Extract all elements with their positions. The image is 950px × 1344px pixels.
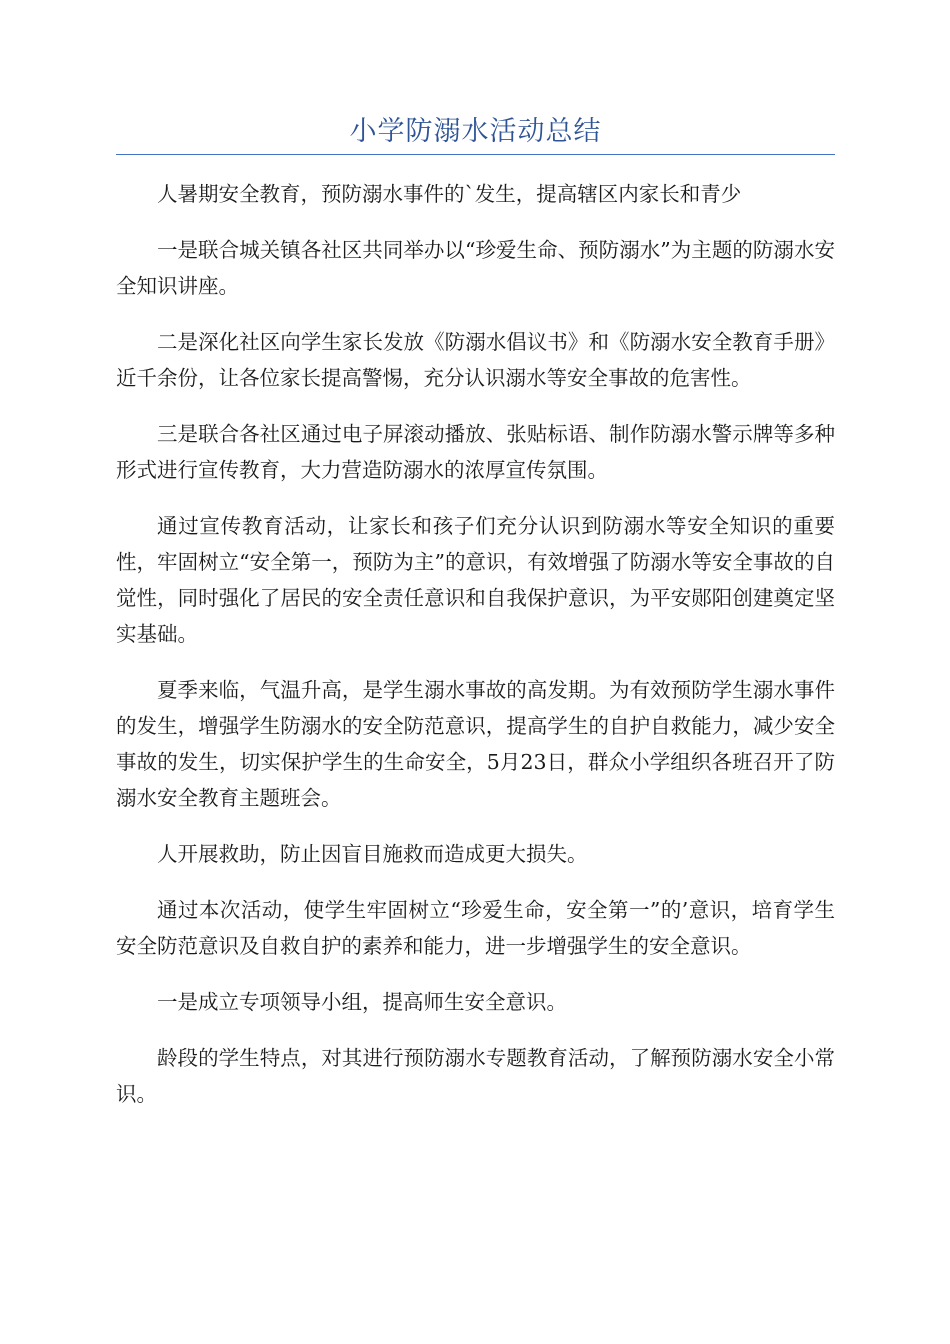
paragraph: 龄段的学生特点，对其进行预防溺水专题教育活动，了解预防溺水安全小常识。 (116, 1046, 835, 1106)
paragraph: 一是联合城关镇各社区共同举办以“珍爱生命、预防溺水”为主题的防溺水安全知识讲座。 (116, 238, 835, 298)
document-body (116, 176, 835, 1132)
paragraph: 通过宣传教育活动，让家长和孩子们充分认识到防溺水等安全知识的重要性，牢固树立“安全第一，预防为主”的意识，有效增强了防溺水等安全事故的自觉性，同时强化了居民的安全责任意识和自我保护意识，为平安郧阳创建奠定坚实基础。 (116, 514, 835, 646)
paragraph: 夏季来临，气温升高，是学生溺水事故的高发期。为有效预防学生溺水事件的发生，增强学生防溺水的安全防范意识，提高学生的自护自救能力，减少安全事故的发生，切实保护学生的生命安全，5月23日，群众小学组织各班召开了防溺水安全教育主题班会。 (116, 678, 835, 810)
title-underline (116, 154, 835, 155)
paragraph: 人开展救助，防止因盲目施救而造成更大损失。 (157, 842, 588, 866)
paragraph: 二是深化社区向学生家长发放《防溺水倡议书》和《防溺水安全教育手册》近千余份，让各位家长提高警惕，充分认识溺水等安全事故的危害性。 (116, 330, 835, 390)
paragraph: 通过本次活动，使学生牢固树立“珍爱生命，安全第一”的’意识，培育学生安全防范意识及自救自护的素养和能力，进一步增强学生的安全意识。 (116, 898, 835, 958)
paragraph: 人暑期安全教育，预防溺水事件的`发生，提高辖区内家长和青少 (157, 182, 742, 206)
paragraph: 一是成立专项领导小组，提高师生安全意识。 (157, 990, 567, 1014)
paragraph: 三是联合各社区通过电子屏滚动播放、张贴标语、制作防溺水警示牌等多种形式进行宣传教育，大力营造防溺水的浓厚宣传氛围。 (116, 422, 835, 482)
document-title: 小学防溺水活动总结 (349, 116, 602, 147)
